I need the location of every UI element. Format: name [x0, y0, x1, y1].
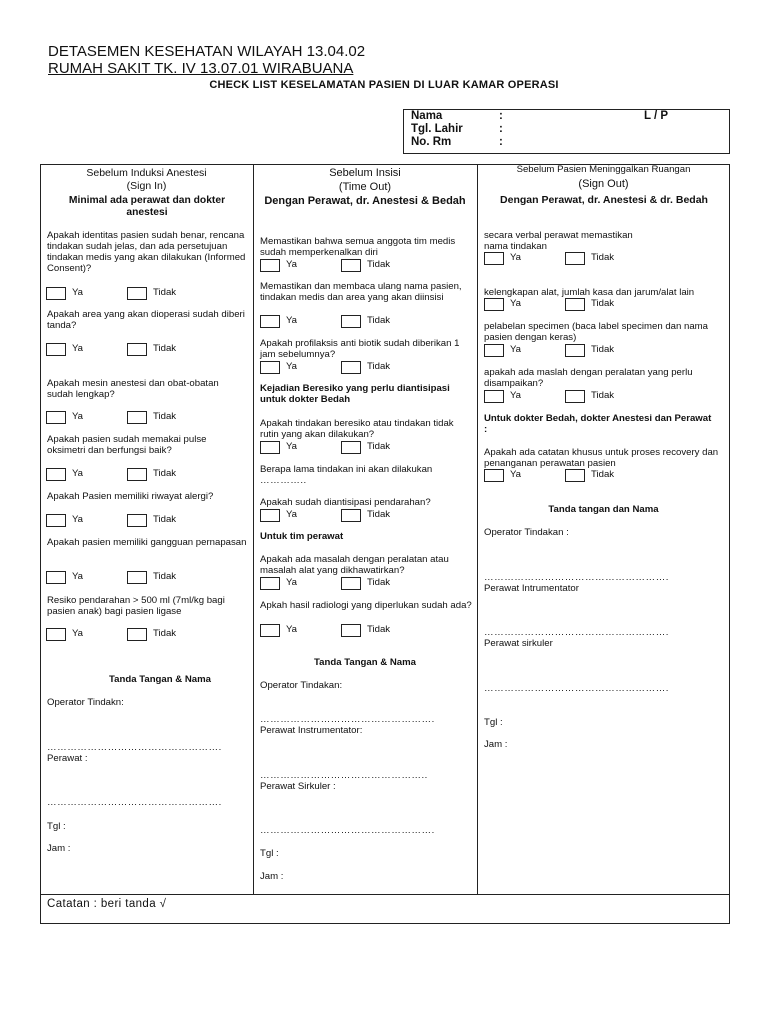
col3-operator-label: Operator Tindakan : — [484, 527, 569, 538]
col1-q7-ya-label: Ya — [72, 628, 84, 639]
col1-q1-tidak-label: Tidak — [153, 287, 177, 298]
col2-q8-ya-label: Ya — [286, 624, 298, 635]
col2-q2-ya-checkbox[interactable] — [260, 315, 280, 328]
col2-q2-tidak-label: Tidak — [367, 315, 391, 326]
column-divider — [253, 164, 254, 894]
col3-question-2: kelengkapan alat, jumlah kasa dan jarum/alat lain — [484, 287, 695, 298]
col1-q7-tidak-label: Tidak — [153, 628, 177, 639]
hospital-name: RUMAH SAKIT TK. IV 13.07.01 WIRABUANA — [48, 60, 354, 77]
col1-q5-ya-label: Ya — [72, 514, 84, 525]
col3-instrumentator-signature-line[interactable]: ………………………………………………. — [484, 627, 669, 638]
col1-q4-ya-checkbox[interactable] — [46, 468, 66, 481]
col2-q8-tidak-label: Tidak — [367, 624, 391, 635]
col2-q7-tidak-label: Tidak — [367, 577, 391, 588]
col2-q8-tidak-checkbox[interactable] — [341, 624, 361, 637]
col3-question-3: pelabelan specimen (baca label specimen dan nama pasien dengan keras) — [484, 321, 708, 343]
col3-header: Sebelum Pasien Meninggalkan Ruangan — [516, 164, 691, 175]
col2-subheader: (Time Out) — [338, 181, 392, 193]
col1-question-4: Apakah pasien sudah memakai pulse oksimetri dan berfungsi baik? — [47, 434, 207, 456]
col2-heading: Dengan Perawat, dr. Anestesi & Bedah — [264, 195, 466, 207]
col1-question-5: Apakah Pasien memiliki riwayat alergi? — [47, 491, 214, 502]
col1-q3-tidak-checkbox[interactable] — [127, 411, 147, 424]
col1-jam-label: Jam : — [47, 843, 71, 854]
col3-q3-ya-checkbox[interactable] — [484, 344, 504, 357]
footer-note: Catatan : beri tanda √ — [47, 898, 167, 910]
col1-q3-ya-label: Ya — [72, 411, 84, 422]
col1-q1-ya-label: Ya — [72, 287, 84, 298]
col2-q3-tidak-label: Tidak — [367, 361, 391, 372]
col2-q4-ya-label: Ya — [286, 441, 298, 452]
col1-perawat-signature-line[interactable]: ……………………………………………. — [47, 797, 222, 808]
col3-heading: Dengan Perawat, dr. Anestesi & dr. Bedah — [500, 194, 708, 206]
col1-question-3: Apakah mesin anestesi dan obat-obatan sudah lengkap? — [47, 378, 219, 400]
col1-subheader: (Sign In) — [126, 180, 167, 192]
col1-q2-tidak-checkbox[interactable] — [127, 343, 147, 356]
col2-question-2: Memastikan dan membaca ulang nama pasien, tindakan medis dan area yang akan diinsisi — [260, 281, 462, 303]
col3-q5-ya-label: Ya — [510, 469, 522, 480]
col3-question-4: apakah ada maslah dengan peralatan yang perlu disampaikan? — [484, 367, 693, 389]
col1-operator-label: Operator Tindakn: — [47, 697, 124, 708]
col1-q3-ya-checkbox[interactable] — [46, 411, 66, 424]
patient-row-rm — [411, 136, 626, 148]
col2-operator-signature-line[interactable]: ……………………………………………. — [260, 714, 435, 725]
col2-q3-ya-label: Ya — [286, 361, 298, 372]
col3-q3-ya-label: Ya — [510, 344, 522, 355]
col2-instrumentator-signature-line[interactable]: ………………………………………….. — [260, 770, 428, 781]
col2-duration-field[interactable]: ………….. — [260, 475, 307, 486]
col3-q2-ya-checkbox[interactable] — [484, 298, 504, 311]
col3-q1-tidak-checkbox[interactable] — [565, 252, 585, 265]
col3-operator-signature-line[interactable]: ………………………………………………. — [484, 572, 669, 583]
col3-q4-tidak-label: Tidak — [591, 390, 615, 401]
col2-q3-tidak-checkbox[interactable] — [341, 361, 361, 374]
col1-q4-tidak-checkbox[interactable] — [127, 468, 147, 481]
col2-tgl-label: Tgl : — [260, 848, 279, 859]
col2-question-8: Apkah hasil radiologi yang diperlukan sudah ada? — [260, 600, 472, 611]
col3-q1-tidak-label: Tidak — [591, 252, 615, 263]
col3-question-1: secara verbal perawat memastikan nama tindakan — [484, 230, 633, 252]
col2-question-1: Memastikan bahwa semua anggota tim medis sudah memperkenalkan diri — [260, 236, 456, 258]
col2-q3-ya-checkbox[interactable] — [260, 361, 280, 374]
patient-rm-colon: : — [499, 136, 503, 149]
col2-sirkuler-label: Perawat Sirkuler : — [260, 781, 336, 792]
col3-q4-ya-label: Ya — [510, 390, 522, 401]
col3-q3-tidak-label: Tidak — [591, 344, 615, 355]
column-divider — [477, 164, 478, 894]
col1-perawat-label: Perawat : — [47, 753, 88, 764]
col1-heading: Minimal ada perawat dan dokter anestesi — [68, 195, 226, 218]
patient-info-box — [403, 109, 730, 154]
col3-question-5: Apakah ada catatan khusus untuk proses recovery dan penanganan perawatan pasien — [484, 447, 719, 469]
col1-q5-ya-checkbox[interactable] — [46, 514, 66, 527]
col2-instrumentator-label: Perawat Instrumentator: — [260, 725, 363, 736]
col1-q7-tidak-checkbox[interactable] — [127, 628, 147, 641]
col3-instrumentator-label: Perawat Intrumentator — [484, 583, 579, 594]
col1-q5-tidak-checkbox[interactable] — [127, 514, 147, 527]
col3-jam-label: Jam : — [484, 739, 508, 750]
col3-q1-ya-checkbox[interactable] — [484, 252, 504, 265]
col2-operator-label: Operator Tindakan: — [260, 680, 343, 691]
col1-q6-ya-checkbox[interactable] — [46, 571, 66, 584]
notes-divider — [40, 894, 730, 895]
col1-header: Sebelum Induksi Anestesi — [86, 167, 207, 179]
col2-q6-ya-checkbox[interactable] — [260, 509, 280, 522]
col1-operator-signature-line[interactable]: ……………………………………………. — [47, 742, 222, 753]
col1-q2-tidak-label: Tidak — [153, 343, 177, 354]
col3-q4-tidak-checkbox[interactable] — [565, 390, 585, 403]
patient-dob-colon: : — [499, 123, 503, 136]
col2-question-3: Apakah profilaksis anti biotik sudah diberikan 1 jam sebelumnya? — [260, 338, 460, 360]
col3-q3-tidak-checkbox[interactable] — [565, 344, 585, 357]
patient-row-name — [411, 110, 626, 122]
patient-rm-label: No. Rm — [411, 136, 452, 149]
col2-q7-ya-checkbox[interactable] — [260, 577, 280, 590]
col1-q7-ya-checkbox[interactable] — [46, 628, 66, 641]
col1-question-6: Apakah pasien memiliki gangguan pernapasan — [47, 537, 247, 548]
col3-subheader: (Sign Out) — [578, 178, 629, 190]
patient-rm-field[interactable] — [506, 136, 626, 148]
col3-signature-title: Tanda tangan dan Nama — [548, 504, 659, 515]
col2-question-7: Apakah ada masalah dengan peralatan atau masalah alat yang dikhawatirkan? — [260, 554, 449, 576]
patient-row-dob — [411, 123, 626, 135]
col2-heading-nurse: Untuk tim perawat — [260, 531, 344, 542]
col2-question-4: Apakah tindakan beresiko atau tindakan tidak rutin yang akan dilakukan? — [260, 418, 454, 440]
col1-q3-tidak-label: Tidak — [153, 411, 177, 422]
col2-q7-tidak-checkbox[interactable] — [341, 577, 361, 590]
col2-q6-tidak-label: Tidak — [367, 509, 391, 520]
col2-heading-risk: Kejadian Beresiko yang perlu diantisipasi untuk dokter Bedah — [260, 383, 450, 405]
col2-question-6: Apakah sudah diantisipasi pendarahan? — [260, 497, 431, 508]
patient-dob-field[interactable] — [506, 123, 626, 135]
col1-q1-tidak-checkbox[interactable] — [127, 287, 147, 300]
col2-q1-ya-label: Ya — [286, 259, 298, 270]
col2-q2-ya-label: Ya — [286, 315, 298, 326]
col3-q5-ya-checkbox[interactable] — [484, 469, 504, 482]
col3-q5-tidak-label: Tidak — [591, 469, 615, 480]
gender-selector[interactable]: L / P — [644, 110, 669, 122]
col2-jam-label: Jam : — [260, 871, 284, 882]
col3-q1-ya-label: Ya — [510, 252, 522, 263]
col2-q4-ya-checkbox[interactable] — [260, 441, 280, 454]
col1-q2-ya-label: Ya — [72, 343, 84, 354]
form-title: CHECK LIST KESELAMATAN PASIEN DI LUAR KAMAR OPERASI — [209, 79, 559, 91]
col3-q4-ya-checkbox[interactable] — [484, 390, 504, 403]
col1-signature-title: Tanda Tangan & Nama — [109, 674, 211, 685]
col2-q1-tidak-label: Tidak — [367, 259, 391, 270]
col3-q2-ya-label: Ya — [510, 298, 522, 309]
col1-q4-tidak-label: Tidak — [153, 468, 177, 479]
institution-name: DETASEMEN KESEHATAN WILAYAH 13.04.02 — [48, 43, 366, 60]
col1-q6-ya-label: Ya — [72, 571, 84, 582]
col2-q4-tidak-checkbox[interactable] — [341, 441, 361, 454]
col2-question-5: Berapa lama tindakan ini akan dilakukan — [260, 464, 433, 475]
col1-tgl-label: Tgl : — [47, 821, 66, 832]
col1-q4-ya-label: Ya — [72, 468, 84, 479]
col3-heading-team: Untuk dokter Bedah, dokter Anestesi dan Perawat : — [484, 413, 712, 435]
col1-q5-tidak-label: Tidak — [153, 514, 177, 525]
col1-question-2: Apakah area yang akan dioperasi sudah diberi tanda? — [47, 309, 245, 331]
col2-q2-tidak-checkbox[interactable] — [341, 315, 361, 328]
col2-header: Sebelum Insisi — [329, 167, 401, 179]
col2-q4-tidak-label: Tidak — [367, 441, 391, 452]
col1-q6-tidak-label: Tidak — [153, 571, 177, 582]
col3-q2-tidak-checkbox[interactable] — [565, 298, 585, 311]
patient-dob-label: Tgl. Lahir — [411, 123, 463, 136]
col1-question-1: Apakah identitas pasien sudah benar, rencana tindakan sudah jelas, dan ada persetujuan tindakan medis yang akan dilakukan (Informed Consent)? — [47, 230, 246, 274]
col3-sirkuler-signature-line[interactable]: ………………………………………………. — [484, 683, 669, 694]
col1-q2-ya-checkbox[interactable] — [46, 343, 66, 356]
patient-name-label: Nama — [411, 110, 443, 123]
patient-name-field[interactable] — [506, 110, 626, 122]
col2-q1-tidak-checkbox[interactable] — [341, 259, 361, 272]
patient-name-colon: : — [499, 110, 503, 123]
col2-q7-ya-label: Ya — [286, 577, 298, 588]
col2-sirkuler-signature-line[interactable]: ……………………………………………. — [260, 825, 435, 836]
col2-q6-ya-label: Ya — [286, 509, 298, 520]
col3-sirkuler-label: Perawat sirkuler — [484, 638, 553, 649]
col2-q1-ya-checkbox[interactable] — [260, 259, 280, 272]
col1-question-7: Resiko pendarahan > 500 ml (7ml/kg bagi pasien anak) bagi pasien ligase — [47, 595, 225, 617]
col3-q2-tidak-label: Tidak — [591, 298, 615, 309]
col2-q6-tidak-checkbox[interactable] — [341, 509, 361, 522]
col3-q5-tidak-checkbox[interactable] — [565, 469, 585, 482]
col1-q6-tidak-checkbox[interactable] — [127, 571, 147, 584]
col2-q8-ya-checkbox[interactable] — [260, 624, 280, 637]
col2-signature-title: Tanda Tangan & Nama — [314, 657, 416, 668]
col1-q1-ya-checkbox[interactable] — [46, 287, 66, 300]
col3-tgl-label: Tgl : — [484, 717, 503, 728]
